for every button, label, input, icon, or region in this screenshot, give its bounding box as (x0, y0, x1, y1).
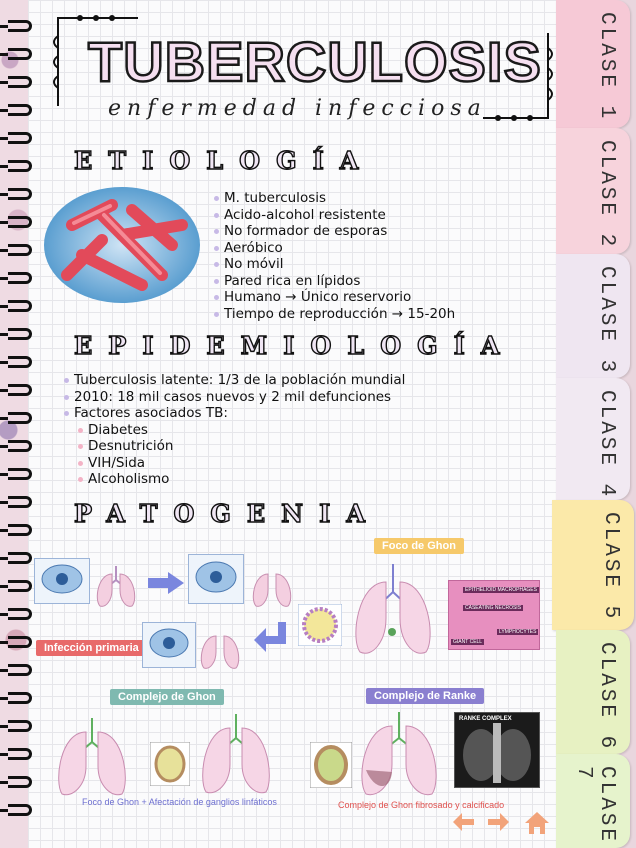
list-item: Tiempo de reproducción → 15-20h (214, 306, 455, 323)
spiral-ring (8, 48, 32, 60)
tab-label: CLASE 5 (599, 512, 622, 622)
epidemiologia-list (64, 372, 405, 488)
spiral-ring (8, 692, 32, 704)
list-subitem: Diabetes (64, 422, 405, 439)
list-item: M. tuberculosis (214, 190, 455, 207)
list-subitem: Desnutrición (64, 438, 405, 455)
lungs-illustration (196, 624, 246, 672)
etiologia-list (214, 190, 455, 322)
histology-label: CASEATING NECROSIS (465, 605, 522, 611)
histology-label: LYMPHOCYTES (499, 629, 537, 635)
spiral-ring (8, 804, 32, 816)
tab-clase-5[interactable] (552, 500, 634, 630)
list-item: Humano → Único reservorio (214, 289, 455, 306)
tab-label: CLASE 4 (595, 390, 618, 500)
caption-right: Complejo de Ghon fibrosado y calcificado (338, 800, 505, 810)
tab-label: CLASE 7 (572, 766, 618, 845)
granuloma-image (150, 742, 190, 786)
spiral-ring (8, 524, 32, 536)
spiral-ring (8, 384, 32, 396)
histology-image (448, 580, 540, 650)
list-item: 2010: 18 mil casos nuevos y 2 mil defunciones (64, 389, 405, 406)
spiral-ring (8, 20, 32, 32)
lungs-ghon-illustration (52, 716, 132, 798)
list-item: Acido-alcohol resistente (214, 207, 455, 224)
list-item: Factores asociados TB: (64, 405, 405, 422)
spiral-ring (8, 132, 32, 144)
list-item: Aeróbico (214, 240, 455, 257)
tab-label: CLASE 6 (595, 642, 618, 752)
xray-label: RANKE COMPLEX (459, 716, 512, 722)
spiral-ring (8, 76, 32, 88)
list-item: No móvil (214, 256, 455, 273)
spiral-ring (8, 580, 32, 592)
list-item: Tuberculosis latente: 1/3 de la población mundial (64, 372, 405, 389)
list-item: No formador de esporas (214, 223, 455, 240)
badge-complejo-ghon: Complejo de Ghon (110, 689, 224, 705)
spiral-ring (8, 160, 32, 172)
spiral-ring (8, 440, 32, 452)
caption-left: Foco de Ghon + Afectación de ganglios linfáticos (82, 797, 277, 807)
spiral-ring (8, 636, 32, 648)
lungs-ghon-illustration (196, 712, 276, 798)
badge-foco-ghon: Foco de Ghon (374, 538, 464, 554)
page-subtitle: enfermedad infecciosa (108, 96, 487, 121)
class-tabs (552, 0, 636, 848)
spiral-ring (8, 356, 32, 368)
spiral-ring (8, 776, 32, 788)
spiral-ring (8, 300, 32, 312)
arrow-right-button[interactable] (486, 810, 510, 841)
macrophage-cell-image (188, 554, 244, 604)
lungs-ranke-illustration (354, 710, 444, 800)
arrow-left-button[interactable] (452, 810, 476, 841)
spiral-ring (8, 608, 32, 620)
tab-clase-7[interactable] (556, 754, 630, 848)
histology-label: EPITHELIOID MACROPHAGES (465, 587, 537, 593)
spiral-ring (8, 188, 32, 200)
tab-label: CLASE 3 (595, 266, 618, 376)
histology-label: GIANT CELL (453, 639, 483, 645)
badge-complejo-ranke: Complejo de Ranke (366, 688, 484, 704)
arrow-curved-icon (252, 620, 294, 660)
tab-clase-2[interactable] (556, 128, 630, 254)
spiral-ring (8, 468, 32, 480)
home-button[interactable] (524, 810, 550, 843)
tab-clase-3[interactable] (556, 254, 630, 378)
spiral-ring (8, 552, 32, 564)
arrow-right-icon (146, 570, 186, 596)
tab-clase-1[interactable] (556, 0, 630, 128)
spiral-ring (8, 216, 32, 228)
tab-clase-4[interactable] (556, 378, 630, 500)
spiral-ring (8, 748, 32, 760)
spiral-ring (8, 664, 32, 676)
tab-label: CLASE 2 (595, 140, 618, 250)
section-heading-etiologia: ETIOLOGÍA (74, 146, 375, 175)
spiral-ring (8, 720, 32, 732)
spiral-ring (8, 272, 32, 284)
spiral-ring (8, 104, 32, 116)
tab-clase-6[interactable] (556, 630, 630, 754)
list-subitem: Alcoholismo (64, 471, 405, 488)
section-heading-patogenia: PATOGENIA (74, 499, 381, 528)
spiral-ring (8, 412, 32, 424)
section-heading-epidemiologia: EPIDEMIOLOGÍA (74, 331, 516, 360)
granuloma-calcified-image (310, 742, 352, 788)
tab-label: CLASE 1 (595, 12, 618, 122)
lungs-illustration (92, 560, 142, 610)
macrophage-cell-image (34, 558, 90, 604)
granuloma-image (298, 604, 342, 646)
spiral-ring (8, 328, 32, 340)
xray-image (454, 712, 540, 788)
notebook-page (28, 0, 588, 848)
list-subitem: VIH/Sida (64, 455, 405, 472)
spiral-ring (8, 244, 32, 256)
page-title: TUBERCULOSIS (88, 30, 542, 93)
lungs-illustration (248, 560, 298, 610)
bacteria-illustration (42, 185, 202, 305)
lungs-large-illustration (348, 562, 438, 658)
macrophage-cell-image (142, 622, 196, 668)
badge-infeccion-primaria: Infección primaria (36, 640, 147, 656)
spiral-ring (8, 496, 32, 508)
list-item: Pared rica en lípidos (214, 273, 455, 290)
